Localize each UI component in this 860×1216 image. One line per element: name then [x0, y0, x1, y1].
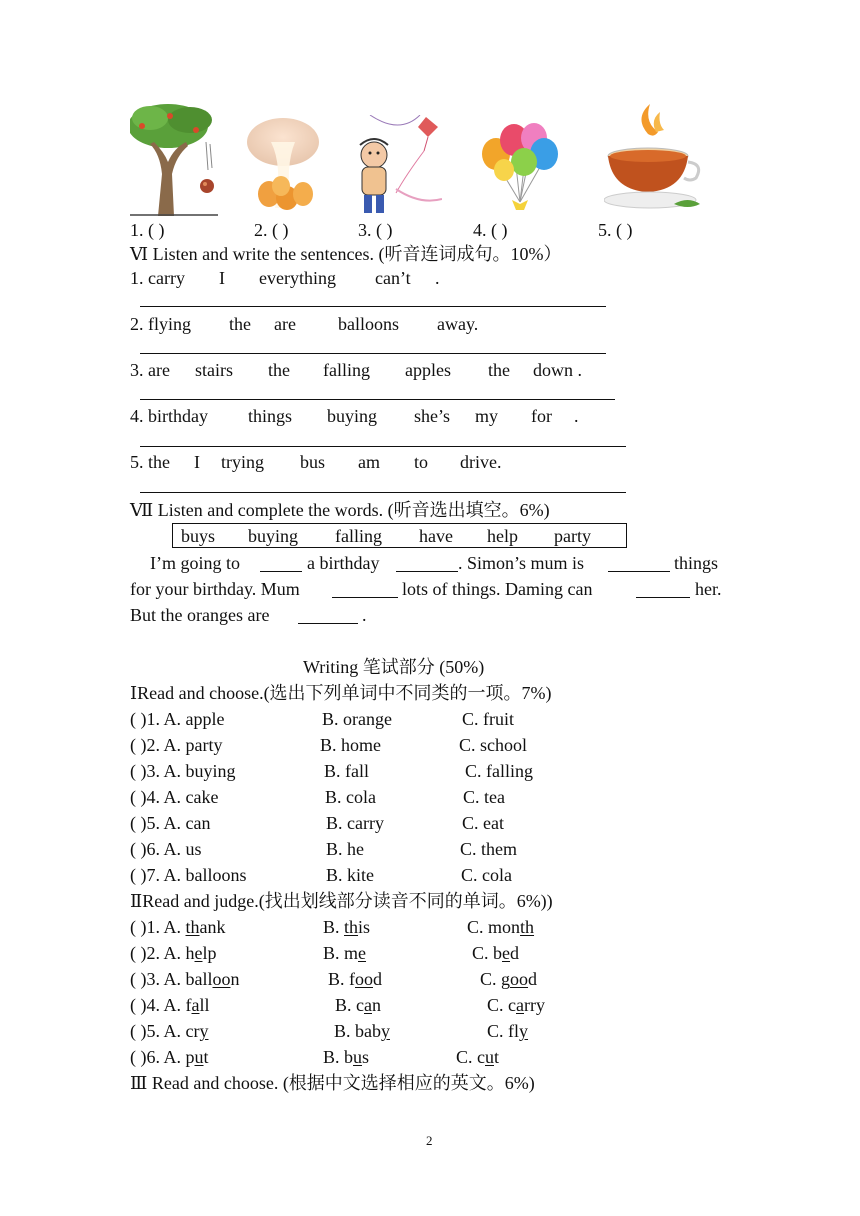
- word-bank-word: buys: [181, 526, 216, 546]
- answer-line-2[interactable]: [140, 353, 606, 354]
- underlined-letters: th: [344, 917, 359, 937]
- choice-row-label: ( )1. A. apple: [130, 709, 225, 729]
- picture-label-1: 1. ( ): [130, 220, 165, 240]
- blank-6[interactable]: [298, 623, 358, 624]
- s6-item5-word: to: [414, 452, 429, 472]
- choice-option[interactable]: C. eat: [462, 813, 504, 833]
- underlined-letters: u: [485, 1047, 494, 1067]
- underlined-letters: u: [353, 1047, 363, 1067]
- answer-line-3[interactable]: [140, 399, 615, 400]
- judge-row-option-c[interactable]: C. bed: [472, 943, 520, 963]
- passage-text: her.: [695, 579, 722, 599]
- eggs-icon: [245, 116, 321, 216]
- answer-line-1[interactable]: [140, 306, 606, 307]
- underlined-letters: th: [185, 917, 200, 937]
- picture-label-4: 4. ( ): [473, 220, 508, 240]
- s6-item4-word: for: [531, 406, 552, 426]
- passage-text: . Simon’s mum is: [458, 553, 585, 573]
- s6-item1-word: can’t: [375, 268, 411, 288]
- judge-row-option-b[interactable]: B. food: [328, 969, 382, 989]
- judge-row-option-b[interactable]: B. baby: [334, 1021, 390, 1041]
- underlined-letters: u: [194, 1047, 204, 1067]
- s6-item2-word: away.: [437, 314, 479, 334]
- s6-item5-word: drive.: [460, 452, 502, 472]
- s6-item1-word: .: [435, 268, 440, 288]
- choice-option[interactable]: C. cola: [461, 865, 512, 885]
- passage-text: a birthday: [307, 553, 380, 573]
- answer-line-5[interactable]: [140, 492, 626, 493]
- underlined-letters: y: [381, 1021, 390, 1041]
- s6-item3-word: the: [268, 360, 290, 380]
- choice-option[interactable]: B. orange: [322, 709, 392, 729]
- section-ii-heading: ⅡRead and judge.(找出划线部分读音不同的单词。6%)): [130, 891, 553, 911]
- passage-text: for your birthday. Mum: [130, 579, 300, 599]
- underlined-letters: a: [516, 995, 524, 1015]
- judge-row-option-c[interactable]: C. month: [467, 917, 535, 937]
- judge-row-option-a[interactable]: ( )6. A. put: [130, 1047, 209, 1067]
- underlined-letters: e: [502, 943, 511, 963]
- s6-item5-word: trying: [221, 452, 264, 472]
- s6-item4-word: 4. birthday: [130, 406, 208, 426]
- choice-option[interactable]: B. carry: [326, 813, 384, 833]
- blank-4[interactable]: [332, 597, 398, 598]
- s6-item1-word: I: [219, 268, 225, 288]
- picture-label-3: 3. ( ): [358, 220, 393, 240]
- choice-option[interactable]: C. them: [460, 839, 517, 859]
- passage-text: I’m going to: [150, 553, 240, 573]
- section-7-heading: Ⅶ Listen and complete the words. (听音选出填空。6%): [130, 500, 550, 520]
- writing-title: Writing 笔试部分 (50%): [303, 657, 485, 677]
- choice-row-label: ( )2. A. party: [130, 735, 223, 755]
- picture-label-5: 5. ( ): [598, 220, 633, 240]
- s6-item4-word: things: [248, 406, 293, 426]
- passage-text: .: [362, 605, 367, 625]
- word-bank-word: party: [554, 526, 591, 546]
- word-bank-word: falling: [335, 526, 382, 546]
- choice-row-label: ( )5. A. can: [130, 813, 211, 833]
- judge-row-option-b[interactable]: B. can: [335, 995, 381, 1015]
- passage-text: lots of things. Daming can: [402, 579, 593, 599]
- judge-row-option-b[interactable]: B. this: [323, 917, 371, 937]
- judge-row-option-c[interactable]: C. good: [480, 969, 538, 989]
- judge-row-option-a[interactable]: ( )2. A. help: [130, 943, 217, 963]
- apple-tree-icon: [130, 104, 218, 216]
- judge-row-option-b[interactable]: B. bus: [323, 1047, 370, 1067]
- judge-row-option-a[interactable]: ( )5. A. cry: [130, 1021, 209, 1041]
- s6-item5-word: bus: [300, 452, 326, 472]
- blank-5[interactable]: [636, 597, 690, 598]
- word-bank-word: have: [419, 526, 453, 546]
- boy-kite-icon: [350, 115, 442, 216]
- underlined-letters: a: [364, 995, 372, 1015]
- s6-item5-word: I: [194, 452, 200, 472]
- word-bank-word: buying: [248, 526, 299, 546]
- s6-item3-word: down .: [533, 360, 582, 380]
- picture-label-2: 2. ( ): [254, 220, 289, 240]
- judge-row-option-a[interactable]: ( )1. A. thank: [130, 917, 226, 937]
- section-i-heading: ⅠRead and choose.(选出下列单词中不同类的一项。7%): [130, 683, 552, 703]
- choice-option[interactable]: B. he: [326, 839, 364, 859]
- page-number: 2: [426, 1133, 433, 1148]
- s6-item4-word: my: [475, 406, 499, 426]
- choice-row-label: ( )3. A. buying: [130, 761, 236, 781]
- s6-item5-word: 5. the: [130, 452, 170, 472]
- s6-item3-word: apples: [405, 360, 451, 380]
- choice-option[interactable]: B. fall: [324, 761, 369, 781]
- s6-item4-word: .: [574, 406, 579, 426]
- s6-item2-word: 2. flying: [130, 314, 191, 334]
- underlined-letters: y: [199, 1021, 209, 1041]
- blank-1[interactable]: [260, 571, 302, 572]
- choice-option[interactable]: B. home: [320, 735, 381, 755]
- choice-option[interactable]: C. falling: [465, 761, 533, 781]
- judge-row-option-c[interactable]: C. carry: [487, 995, 545, 1015]
- underlined-letters: e: [358, 943, 367, 963]
- passage-text: But the oranges are: [130, 605, 270, 625]
- s6-item3-word: falling: [323, 360, 370, 380]
- s6-item3-word: 3. are: [130, 360, 170, 380]
- choice-option[interactable]: C. fruit: [462, 709, 514, 729]
- choice-row-label: ( )6. A. us: [130, 839, 202, 859]
- choice-row-label: ( )4. A. cake: [130, 787, 219, 807]
- judge-row-option-c[interactable]: C. cut: [456, 1047, 500, 1067]
- s6-item1-word: everything: [259, 268, 336, 288]
- word-bank-word: help: [487, 526, 518, 546]
- choice-option[interactable]: B. kite: [326, 865, 374, 885]
- underlined-letters: th: [520, 917, 535, 937]
- s6-item3-word: the: [488, 360, 510, 380]
- choice-option[interactable]: C. school: [459, 735, 528, 755]
- judge-row-option-a[interactable]: ( )4. A. fall: [130, 995, 210, 1015]
- underlined-letters: e: [194, 943, 203, 963]
- choice-option[interactable]: C. tea: [463, 787, 505, 807]
- s6-item4-word: she’s: [414, 406, 450, 426]
- underlined-letters: oo: [355, 969, 373, 989]
- passage-text: things: [674, 553, 719, 573]
- section-6-heading: Ⅵ Listen and write the sentences. (听音连词成句。10%）: [130, 244, 562, 264]
- tea-cup-icon: [604, 104, 706, 216]
- s6-item2-word: are: [274, 314, 296, 334]
- judge-row-option-a[interactable]: ( )3. A. balloon: [130, 969, 240, 989]
- s6-item1-word: 1. carry: [130, 268, 185, 288]
- s6-item2-word: the: [229, 314, 251, 334]
- s6-item4-word: buying: [327, 406, 378, 426]
- blank-2[interactable]: [396, 571, 458, 572]
- balloons-icon: [478, 122, 562, 216]
- judge-row-option-c[interactable]: C. fly: [487, 1021, 529, 1041]
- underlined-letters: oo: [212, 969, 231, 989]
- s6-item2-word: balloons: [338, 314, 399, 334]
- underlined-letters: oo: [510, 969, 529, 989]
- s6-item3-word: stairs: [195, 360, 233, 380]
- answer-line-4[interactable]: [140, 446, 626, 447]
- underlined-letters: y: [519, 1021, 529, 1041]
- underlined-letters: a: [191, 995, 200, 1015]
- s6-item5-word: am: [358, 452, 380, 472]
- choice-option[interactable]: B. cola: [325, 787, 376, 807]
- judge-row-option-b[interactable]: B. me: [323, 943, 367, 963]
- section-iii-heading: Ⅲ Read and choose. (根据中文选择相应的英文。6%): [130, 1073, 535, 1093]
- choice-row-label: ( )7. A. balloons: [130, 865, 247, 885]
- blank-3[interactable]: [608, 571, 670, 572]
